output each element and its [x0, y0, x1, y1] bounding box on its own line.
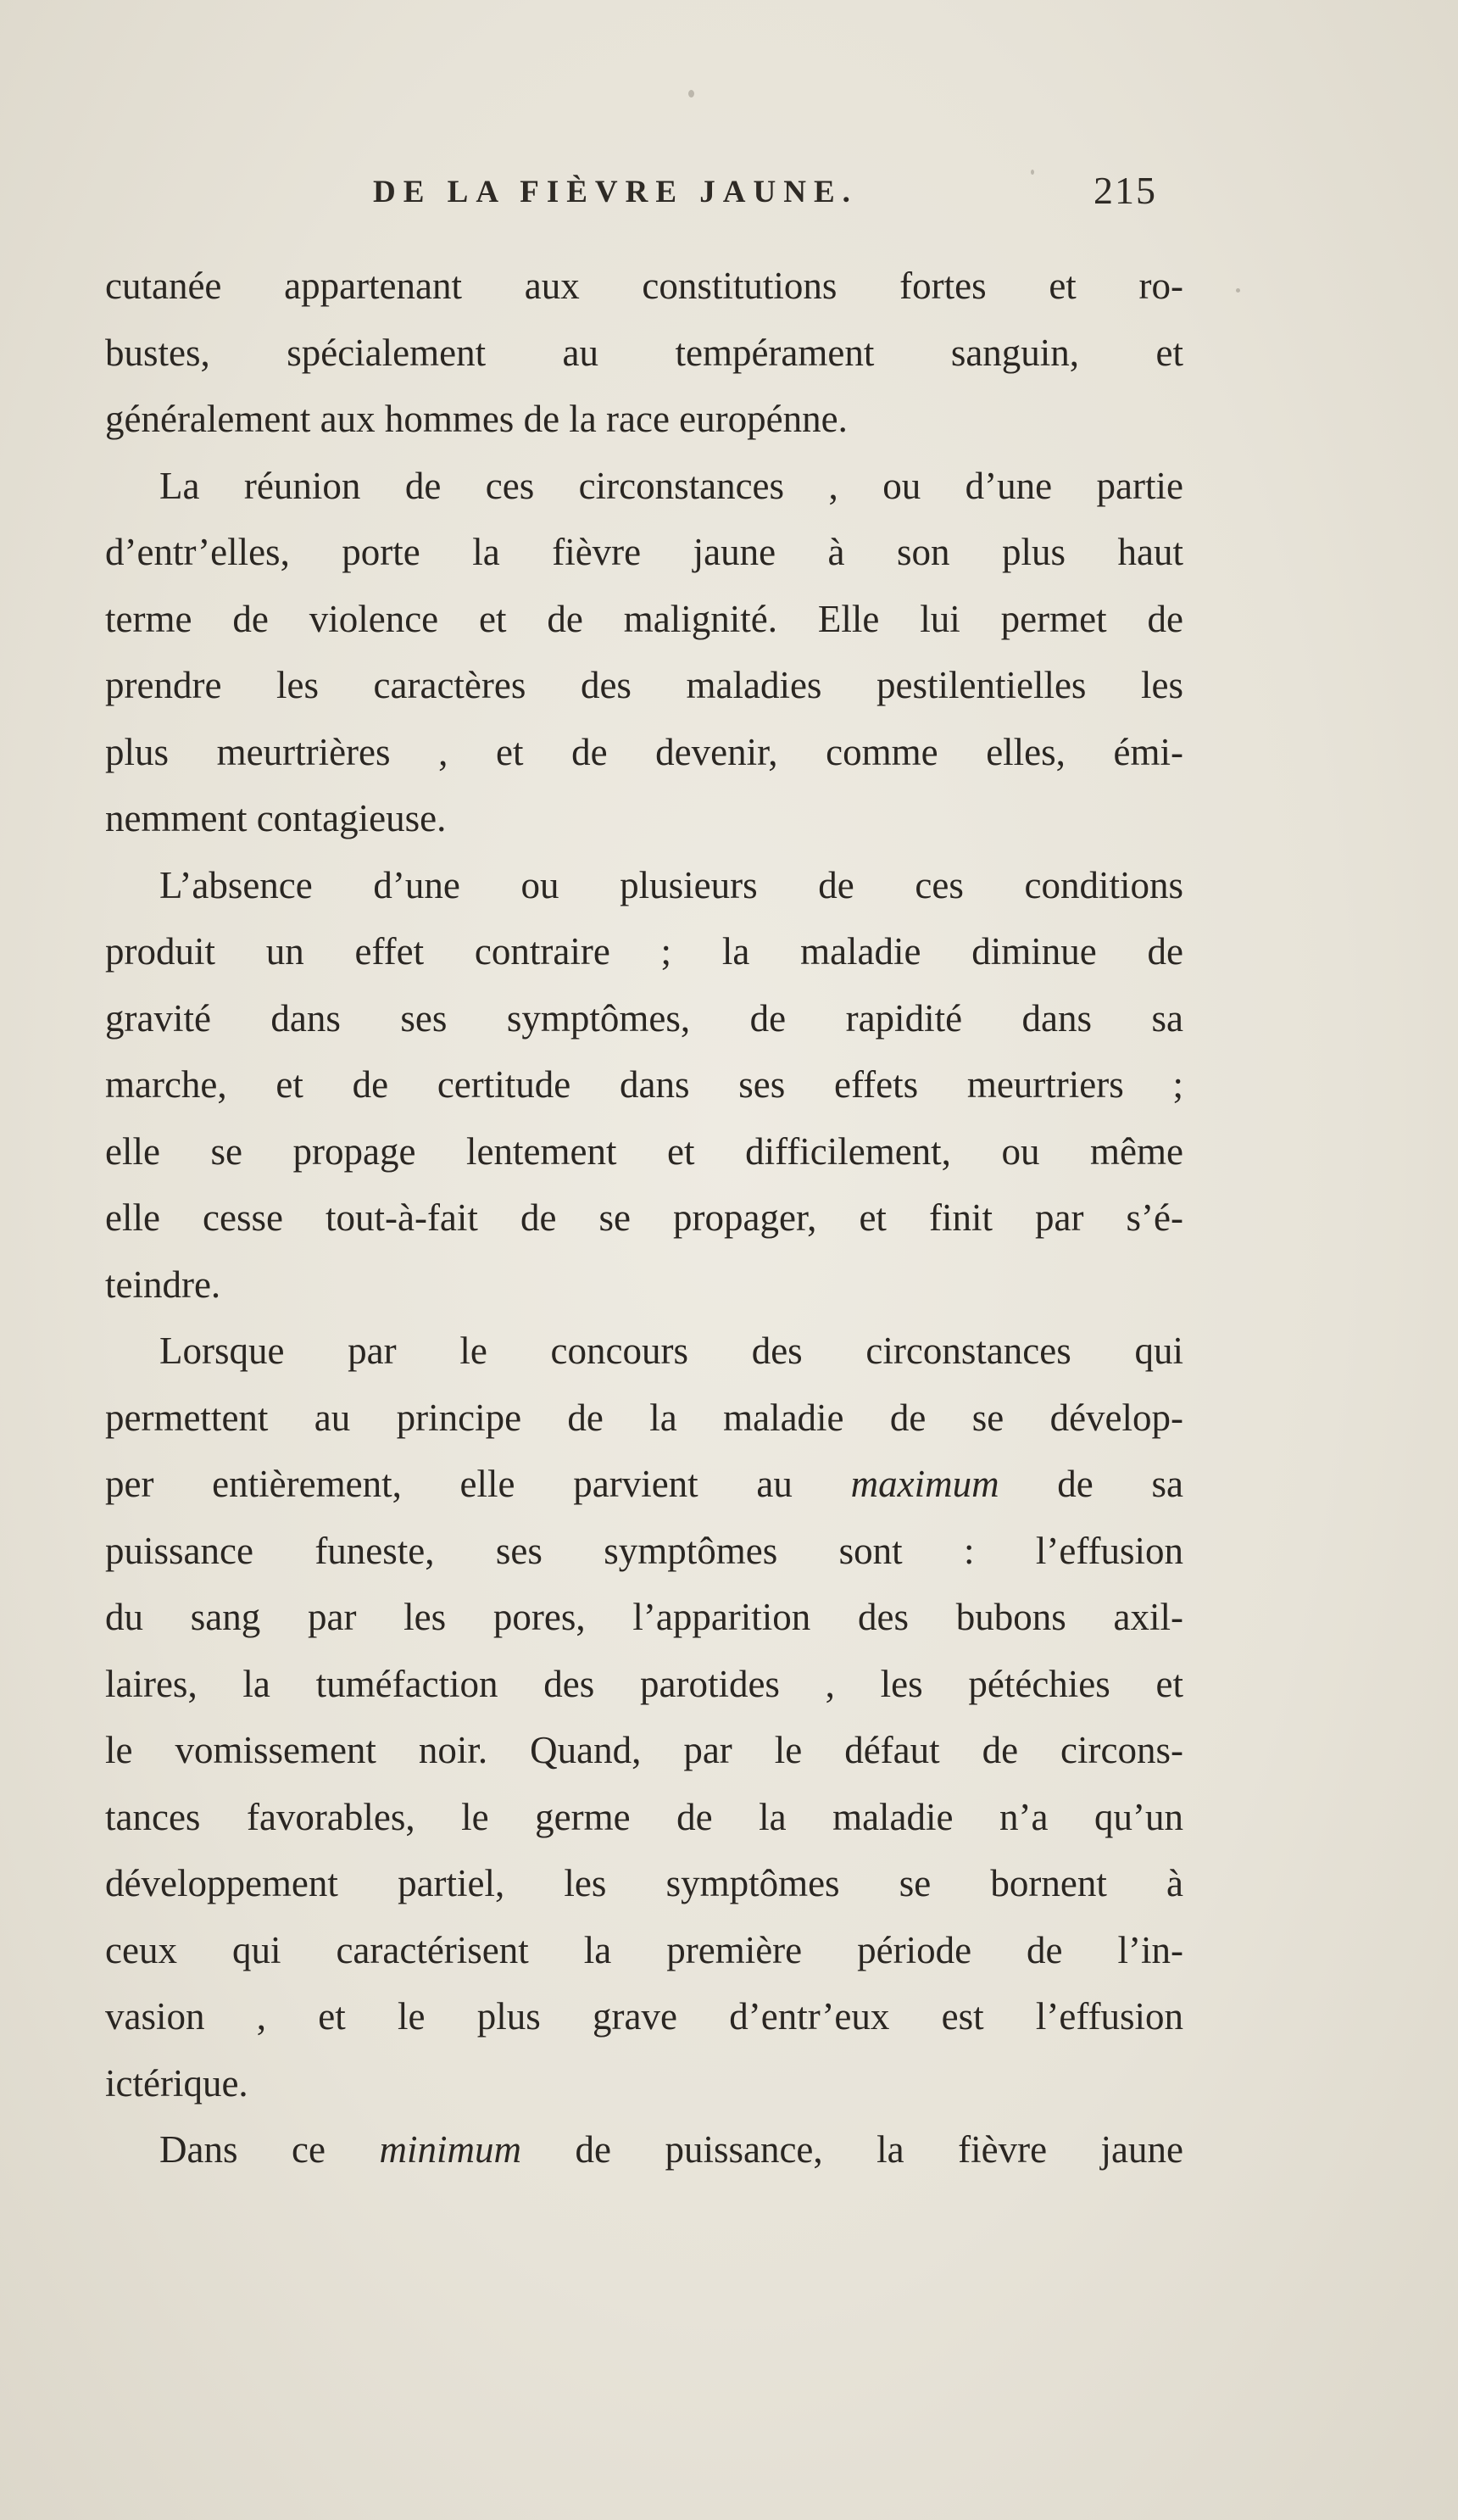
text-line: permettent au principe de la maladie de se dévelop- — [105, 1396, 1183, 1439]
text-line: généralement aux hommes de la race europénne. — [105, 398, 848, 440]
text-line: Lorsque par le concours des circonstances qui — [159, 1330, 1183, 1372]
text-line: d’entr’elles, porte la fièvre jaune à son plus haut — [105, 531, 1183, 573]
text-line: cutanée appartenant aux constitutions fortes et ro- — [105, 265, 1183, 307]
text-line: ceux qui caractérisent la première période de l’in- — [105, 1928, 1183, 1971]
text-line: L’absence d’une ou plusieurs de ces conditions — [159, 863, 1183, 906]
text-line: ictérique. — [105, 2061, 248, 2105]
text-line: le vomissement noir. Quand, par le défaut de circons- — [105, 1729, 1183, 1771]
running-head: DE LA FIÈVRE JAUNE. — [373, 175, 858, 209]
text-line: prendre les caractères des maladies pestilentielles les — [105, 664, 1183, 706]
body-text — [105, 253, 1183, 2183]
text-line: La réunion de ces circonstances , ou d’une partie — [159, 464, 1183, 507]
italic-term: minimum — [379, 2128, 521, 2171]
text-line: tances favorables, le germe de la maladie n’a qu’un — [105, 1795, 1183, 1838]
text-line: vasion , et le plus grave d’entr’eux est l’effusion — [105, 1995, 1183, 2038]
text-line: marche, et de certitude dans ses effets meurtriers ; — [105, 1063, 1183, 1106]
text-line: elle cesse tout-à-fait de se propager, et finit par s’é- — [105, 1196, 1183, 1239]
text-line: per entièrement, elle parvient au maximum de sa — [105, 1463, 1183, 1505]
text-line: teindre. — [105, 1263, 221, 1306]
page-number: 215 — [1094, 169, 1157, 212]
text-line: elle se propage lentement et difficilement, ou même — [105, 1129, 1183, 1173]
text-line: plus meurtrières , et de devenir, comme elles, émi- — [105, 730, 1183, 773]
text-line: développement partiel, les symptômes se bornent à — [105, 1862, 1183, 1904]
text-line: Dans ce minimum de puissance, la fièvre jaune — [159, 2128, 1183, 2171]
text-line: gravité dans ses symptômes, de rapidité dans sa — [105, 996, 1183, 1040]
paper-speck — [1236, 288, 1240, 293]
text-line: laires, la tuméfaction des parotides , les pétéchies et — [105, 1662, 1183, 1705]
text-line: terme de violence et de malignité. Elle lui permet de — [105, 597, 1183, 640]
text-line: du sang par les pores, l’apparition des bubons axil- — [105, 1596, 1183, 1638]
text-line: produit un effet contraire ; la maladie diminue de — [105, 930, 1183, 973]
paper-speck — [688, 90, 694, 98]
italic-term: maximum — [850, 1463, 999, 1505]
text-line: nemment contagieuse. — [105, 797, 447, 839]
text-line: bustes, spécialement au tempérament sanguin, et — [105, 331, 1183, 374]
text-line: puissance funeste, ses symptômes sont : l’effusion — [105, 1529, 1183, 1572]
paper-speck — [1031, 170, 1034, 175]
